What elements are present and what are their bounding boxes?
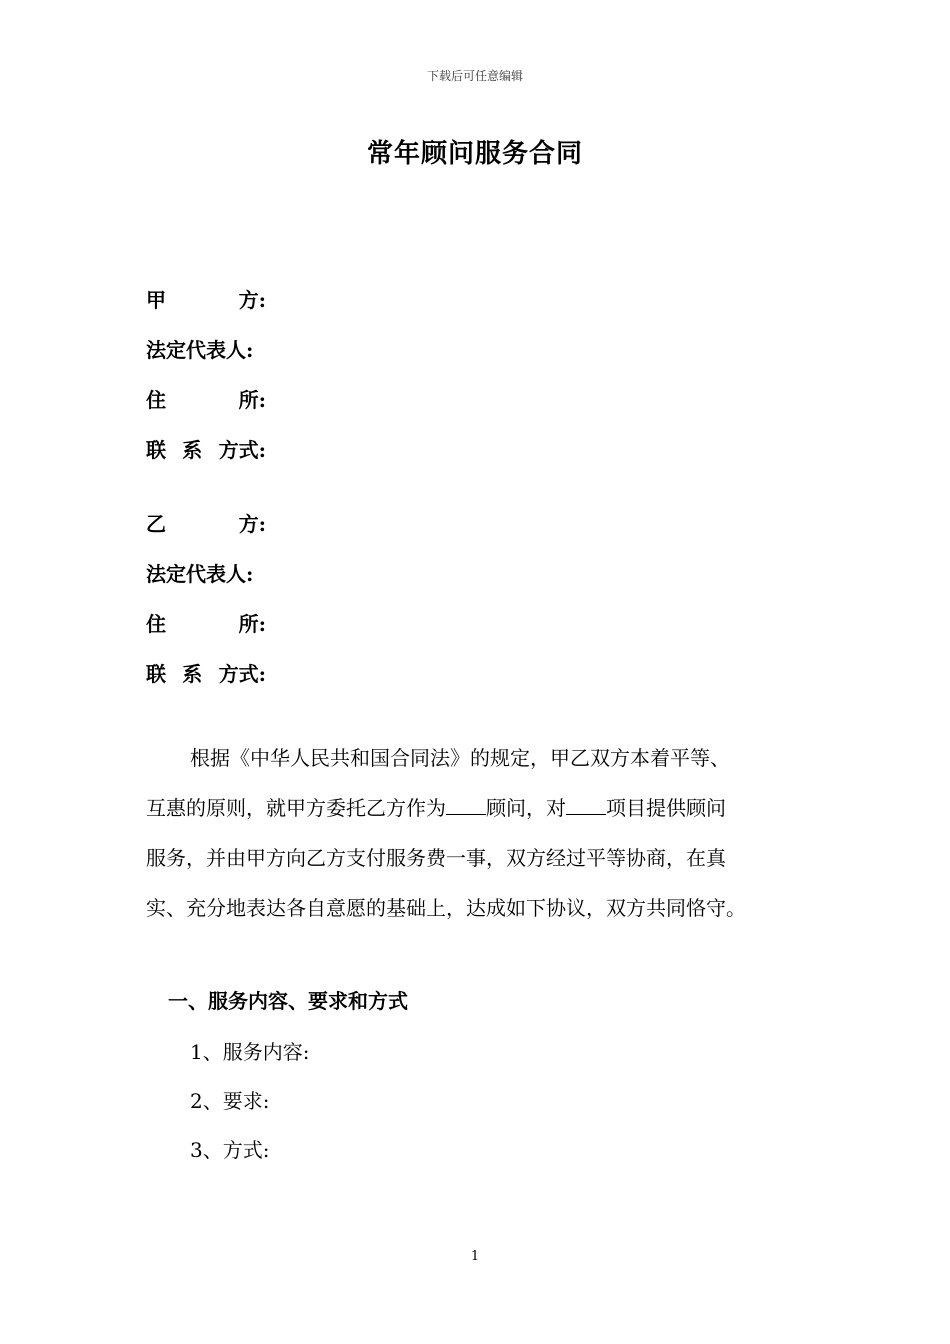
intro-line-2-part-c: 项目提供顾问 — [606, 796, 726, 820]
party-b-name-label-2: 方: — [238, 512, 266, 536]
party-b-address-row — [146, 611, 266, 637]
intro-line-1: 根据《中华人民共和国合同法》的规定，甲乙双方本着平等、 — [190, 746, 730, 770]
section-heading: 一、服务内容、要求和方式 — [168, 989, 408, 1013]
party-a-name-label-2: 方: — [238, 288, 266, 312]
party-b-contact-label-3: 方式: — [218, 662, 266, 686]
section-item: 3、方式: — [190, 1138, 270, 1162]
party-a-address-row — [146, 387, 266, 413]
intro-line-4: 实、充分地表达各自意愿的基础上，达成如下协议，双方共同恪守。 — [146, 896, 746, 920]
party-b-contact-label-2: 系 — [182, 662, 203, 686]
intro-line-3: 服务，并由甲方向乙方支付服务费一事，双方经过平等协商，在真 — [146, 846, 726, 870]
page-number: 1 — [470, 1249, 480, 1264]
section-item: 1、服务内容: — [190, 1040, 310, 1064]
party-a-name-label-1: 甲 — [146, 288, 166, 312]
intro-line-2-part-a: 互惠的原则，就甲方委托乙方作为 — [146, 796, 446, 820]
party-a-rep-row — [146, 337, 253, 363]
contract-title: 常年顾问服务合同 — [366, 139, 583, 169]
party-a-contact-row — [146, 437, 266, 463]
party-a-rep-label: 法定代表人: — [146, 338, 254, 362]
party-b-name-label-1: 乙 — [146, 512, 166, 536]
party-a-contact-label-3: 方式: — [218, 438, 266, 462]
intro-paragraph — [146, 733, 806, 933]
party-b-address-label-2: 所: — [238, 612, 266, 636]
blank-line-1 — [446, 796, 486, 815]
party-a-contact-label-1: 联 — [146, 438, 166, 462]
party-b-contact-row — [146, 661, 266, 687]
party-a-address-label-2: 所: — [238, 388, 266, 412]
section-item: 2、要求: — [190, 1089, 270, 1113]
party-a-contact-label-2: 系 — [182, 438, 203, 462]
party-b-rep-label: 法定代表人: — [146, 562, 254, 586]
party-b-address-label-1: 住 — [146, 612, 166, 636]
party-a-address-label-1: 住 — [146, 388, 166, 412]
intro-line-2 — [146, 783, 806, 833]
party-b-contact-label-1: 联 — [146, 662, 166, 686]
party-b-name-row — [146, 511, 266, 537]
header-note: 下载后可任意编辑 — [426, 69, 523, 83]
blank-line-2 — [566, 796, 606, 815]
party-a-name-row — [146, 287, 266, 313]
party-b-rep-row — [146, 561, 253, 587]
intro-line-2-part-b: 顾问，对 — [486, 796, 566, 820]
